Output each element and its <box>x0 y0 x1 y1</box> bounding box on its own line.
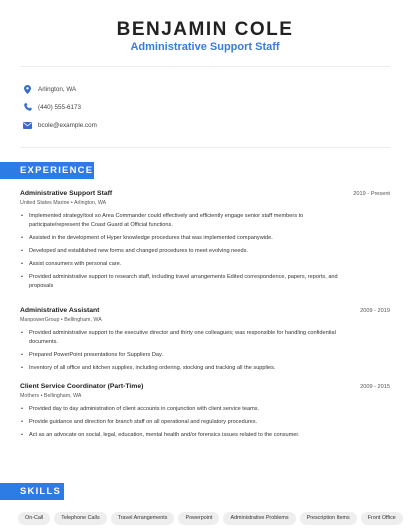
location-text: Arlington, WA <box>38 85 77 93</box>
email-icon <box>23 120 32 130</box>
skill-pill: On-Call <box>18 512 50 525</box>
skills-section-header: SKILLS <box>0 483 64 500</box>
skill-pill: Administrative Problems <box>223 512 295 525</box>
bullet-dot: • <box>21 235 23 241</box>
skills-list <box>18 512 403 525</box>
phone-icon <box>23 102 32 112</box>
job-bullets <box>20 405 390 440</box>
job-company: ManpowerGroup • Bellingham, WA <box>20 317 102 323</box>
bullet-dot: • <box>21 261 23 267</box>
skill-pill: Telephone Calls <box>54 512 106 525</box>
email-text: bcole@example.com <box>38 121 97 129</box>
candidate-name: BENJAMIN COLE <box>116 19 294 40</box>
location-pin-icon <box>23 84 32 94</box>
skill-pill: Prescription Items <box>300 512 357 525</box>
job-bullets <box>20 212 390 291</box>
bullet-item: • Provided day to day administration of client accounts in conjunction with client service teams. <box>21 406 260 412</box>
phone-text: (440) 555-6173 <box>38 103 82 111</box>
skill-pill: Powerpoint <box>178 512 219 525</box>
bullet-item: • Inventory of all office and kitchen supplies, including ordering, stocking and tracking all the supplies. <box>21 365 276 371</box>
bullet-item: • Assisted in the development of Hyper knowledge procedures that was implemented companywide. <box>21 235 273 241</box>
bullet-dot: • <box>21 406 23 412</box>
bullet-item: • Assist consumers with personal care. <box>21 261 122 267</box>
bullet-dot: • <box>21 432 23 438</box>
job-dates: 2009 - 2019 <box>360 308 390 314</box>
bullet-dot: • <box>21 330 23 336</box>
bullet-dot: • <box>21 213 23 219</box>
job-dates: 2019 - Present <box>353 191 390 197</box>
skill-pill: Travel Arrangements <box>111 512 175 525</box>
bullet-item: • Act as an advocate on social, legal, education, mental health and/or forensics issues related to the consumer. <box>21 432 300 438</box>
job-bullets <box>20 329 390 373</box>
skill-pill: Front Office <box>361 512 403 525</box>
header-divider <box>20 66 390 67</box>
job-title-headline: Administrative Support Staff <box>130 41 280 53</box>
contact-location <box>23 83 76 95</box>
bullet-dot: • <box>21 419 23 425</box>
bullet-item: • Developed and established new forms and changed procedures to meet evolving needs. <box>21 248 248 254</box>
bullet-dot: • <box>21 274 23 280</box>
bullet-item: • Implemented strategy/tool so Area Commander could effectively and efficiently engage senior staff members to participate/represent the Coast Guard at Official functions. <box>21 213 304 228</box>
job-title: Administrative Assistant <box>20 307 100 314</box>
experience-section-header: EXPERIENCE <box>0 162 94 179</box>
bullet-item: • Provided administrative support to research staff, including travel arrangements Edited correspondence, papers, reports, and proposals <box>21 274 338 289</box>
bullet-item: • Prepared PowerPoint presentations for Suppliers Day. <box>21 352 163 358</box>
contact-divider <box>20 147 390 148</box>
contact-email <box>23 119 97 131</box>
bullet-item: • Provide guidance and direction for branch staff on all operational and regulatory procedures. <box>21 419 258 425</box>
job-company: United States Marine • Arlington, WA <box>20 200 107 206</box>
job-title: Client Service Coordinator (Part-Time) <box>20 383 144 390</box>
contact-phone <box>23 101 81 113</box>
job-company: Mothers • Bellingham, WA <box>20 393 82 399</box>
job-entry <box>20 190 390 291</box>
bullet-dot: • <box>21 352 23 358</box>
job-title: Administrative Support Staff <box>20 190 113 197</box>
job-entry <box>20 307 390 373</box>
job-entry <box>20 383 390 440</box>
bullet-dot: • <box>21 248 23 254</box>
bullet-dot: • <box>21 365 23 371</box>
job-dates: 2009 - 2015 <box>360 384 390 390</box>
bullet-item: • Provided administrative support to the executive director and thirty one colleagues; was responsible for handling confidential documents. <box>21 330 336 345</box>
